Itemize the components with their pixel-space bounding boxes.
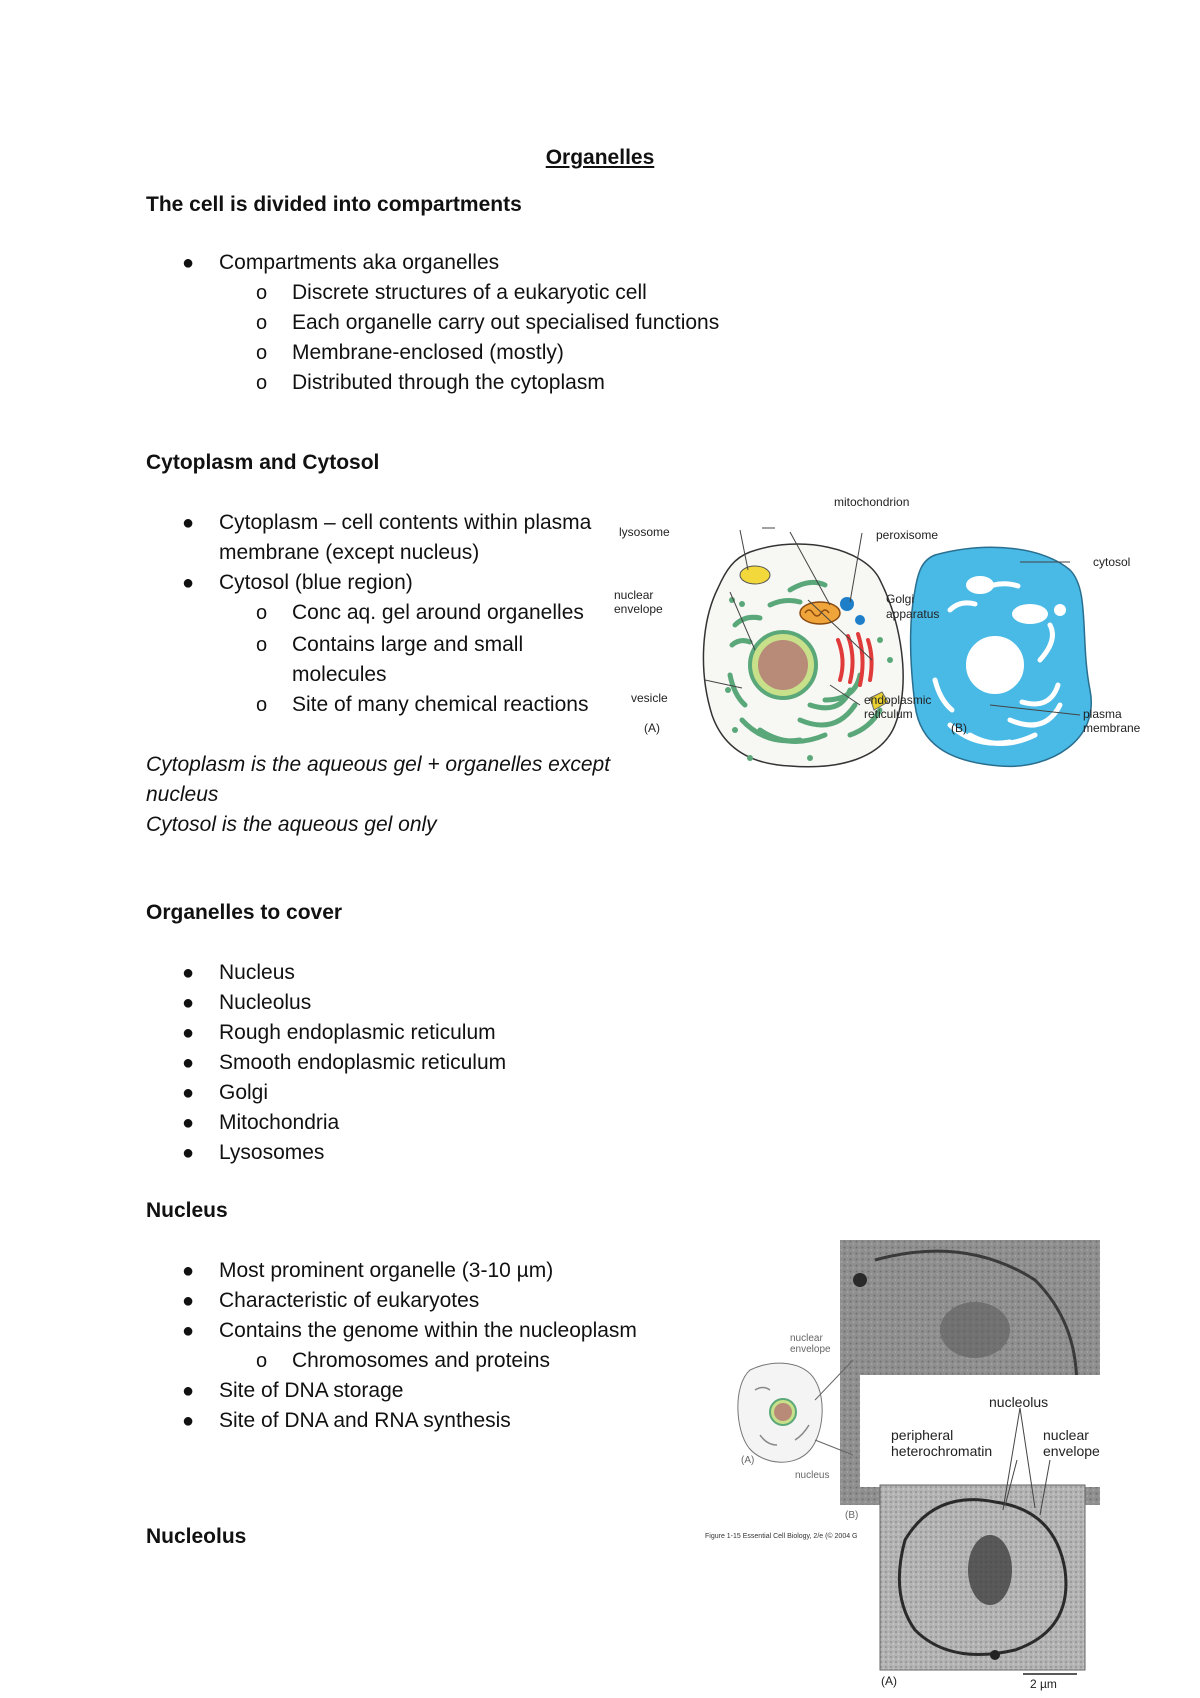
heading-nucleus: Nucleus: [146, 1199, 228, 1222]
list-item: Rough endoplasmic reticulum: [219, 1021, 496, 1044]
list-item: Smooth endoplasmic reticulum: [219, 1051, 507, 1074]
bullet-dot: ●: [182, 1022, 195, 1044]
sub-bullet-circle: o: [256, 634, 268, 656]
peroxisome-b: [1054, 604, 1066, 616]
mitochondrion-b: [1012, 604, 1048, 624]
label-nuclear-envelope-1: nuclear: [1043, 1427, 1089, 1443]
label-plasma-membrane-2: membrane: [1083, 721, 1141, 735]
label-cytosol: cytosol: [1093, 555, 1131, 569]
sub-bullet-circle: o: [256, 282, 268, 304]
heading-compartments: The cell is divided into compartments: [146, 193, 522, 216]
label-small-b: (B): [845, 1510, 859, 1521]
label-nucleolus: nucleolus: [989, 1394, 1049, 1410]
bullet-dot: ●: [182, 992, 195, 1014]
label-golgi-1: Golgi: [886, 592, 915, 606]
label-nuclear-envelope-1: nuclear: [614, 588, 654, 602]
sub-bullet-circle: o: [256, 694, 268, 716]
label-small-nucleus: nucleus: [795, 1470, 830, 1481]
label-er-2: reticulum: [864, 707, 913, 721]
figure-caption: Figure 1-15 Essential Cell Biology, 2/e (© 2004 G: [705, 1533, 858, 1540]
bullet-dot: ●: [182, 1290, 195, 1312]
sub-bullet-circle: o: [256, 312, 268, 334]
sub-bullet-membrane: Membrane-enclosed (mostly): [292, 341, 564, 364]
label-er-1: endoplasmic: [864, 693, 932, 707]
bullet-dot: ●: [182, 1260, 195, 1282]
label-panel-b: (B): [951, 721, 967, 735]
list-item: Lysosomes: [219, 1141, 325, 1164]
note-cytoplasm-line1: Cytoplasm is the aqueous gel + organelles except: [146, 753, 611, 776]
label-peroxisome: peroxisome: [876, 528, 939, 542]
bullet-dot: ●: [182, 1082, 195, 1104]
bullet-cytosol: Cytosol (blue region): [219, 571, 413, 594]
bullet-cytoplasm-line2: membrane (except nucleus): [219, 541, 480, 564]
sub-bullet-discrete: Discrete structures of a eukaryotic cell: [292, 281, 647, 304]
mitochondrion-shape: [800, 602, 840, 624]
bullet-synthesis: Site of DNA and RNA synthesis: [219, 1409, 511, 1432]
lysosome-shape: [740, 566, 770, 584]
label-small-nuclear-envelope-2: envelope: [790, 1344, 831, 1355]
sub-bullet-molecules-line2: molecules: [292, 663, 387, 686]
nucleolus-a: [758, 640, 808, 690]
list-item: Mitochondria: [219, 1111, 340, 1134]
list-item: Golgi: [219, 1081, 269, 1104]
label-nuclear-envelope-2: envelope: [614, 602, 663, 616]
nucleus-micrograph-figure: [705, 1240, 1165, 1690]
bullet-dot: ●: [182, 1142, 195, 1164]
sub-bullet-circle: o: [256, 342, 268, 364]
label-lysosome: lysosome: [619, 525, 670, 539]
label-peripheral-1: peripheral: [891, 1427, 954, 1443]
sub-bullet-circle: o: [256, 602, 268, 624]
heading-cytoplasm: Cytoplasm and Cytosol: [146, 451, 380, 474]
bullet-dot: ●: [182, 1112, 195, 1134]
sub-bullet-circle: o: [256, 372, 268, 394]
sub-bullet-circle: o: [256, 1350, 268, 1372]
label-peripheral-2: heterochromatin: [891, 1443, 993, 1459]
nucleus-b: [967, 637, 1023, 693]
note-cytosol: Cytosol is the aqueous gel only: [146, 813, 437, 836]
bullet-compartments: Compartments aka organelles: [219, 251, 500, 274]
lysosome-b: [966, 576, 994, 594]
peroxisome-shape: [855, 615, 865, 625]
sub-bullet-chromosomes: Chromosomes and proteins: [292, 1349, 550, 1372]
label-small-nuclear-envelope-1: nuclear: [790, 1333, 823, 1344]
bullet-dot: ●: [182, 1052, 195, 1074]
bullet-dna-storage: Site of DNA storage: [219, 1379, 404, 1402]
note-cytoplasm-line2: nucleus: [146, 783, 219, 806]
list-item: Nucleolus: [219, 991, 312, 1014]
list-item: Nucleus: [219, 961, 295, 984]
bullet-dot: ●: [182, 252, 195, 274]
label-mitochondrion: mitochondrion: [834, 495, 910, 509]
page-title: Organelles: [545, 146, 655, 169]
label-small-a: (A): [741, 1455, 755, 1466]
heading-organelles-to-cover: Organelles to cover: [146, 901, 343, 924]
bullet-genome: Contains the genome within the nucleoplasm: [219, 1319, 637, 1342]
bullet-dot: ●: [182, 962, 195, 984]
bullet-dot: ●: [182, 1320, 195, 1342]
label-golgi-2: apparatus: [886, 607, 940, 621]
label-scale: 2 µm: [1030, 1677, 1057, 1691]
sub-bullet-distributed: Distributed through the cytoplasm: [292, 371, 605, 394]
bullet-prominent: Most prominent organelle (3-10 µm): [219, 1259, 554, 1282]
bullet-dot: ●: [182, 1410, 195, 1432]
label-vesicle: vesicle: [631, 691, 668, 705]
bullet-dot: ●: [182, 1380, 195, 1402]
sub-bullet-reactions: Site of many chemical reactions: [292, 693, 589, 716]
bullet-eukaryotes: Characteristic of eukaryotes: [219, 1289, 480, 1312]
peroxisome-shape: [840, 597, 854, 611]
label-plasma-membrane-1: plasma: [1083, 707, 1122, 721]
sub-bullet-molecules-line1: Contains large and small: [292, 633, 524, 656]
bullet-dot: ●: [182, 572, 195, 594]
cell-diagram-figure: [614, 495, 1150, 790]
bullet-dot: ●: [182, 512, 195, 534]
sub-bullet-functions: Each organelle carry out specialised functions: [292, 311, 720, 334]
sub-bullet-gel: Conc aq. gel around organelles: [292, 601, 584, 624]
bullet-cytoplasm-line1: Cytoplasm – cell contents within plasma: [219, 511, 592, 534]
label-nuclear-envelope-2: envelope: [1043, 1443, 1100, 1459]
label-panel-a: (A): [644, 721, 660, 735]
label-micrograph-a: (A): [881, 1674, 897, 1688]
heading-nucleolus: Nucleolus: [146, 1525, 247, 1548]
